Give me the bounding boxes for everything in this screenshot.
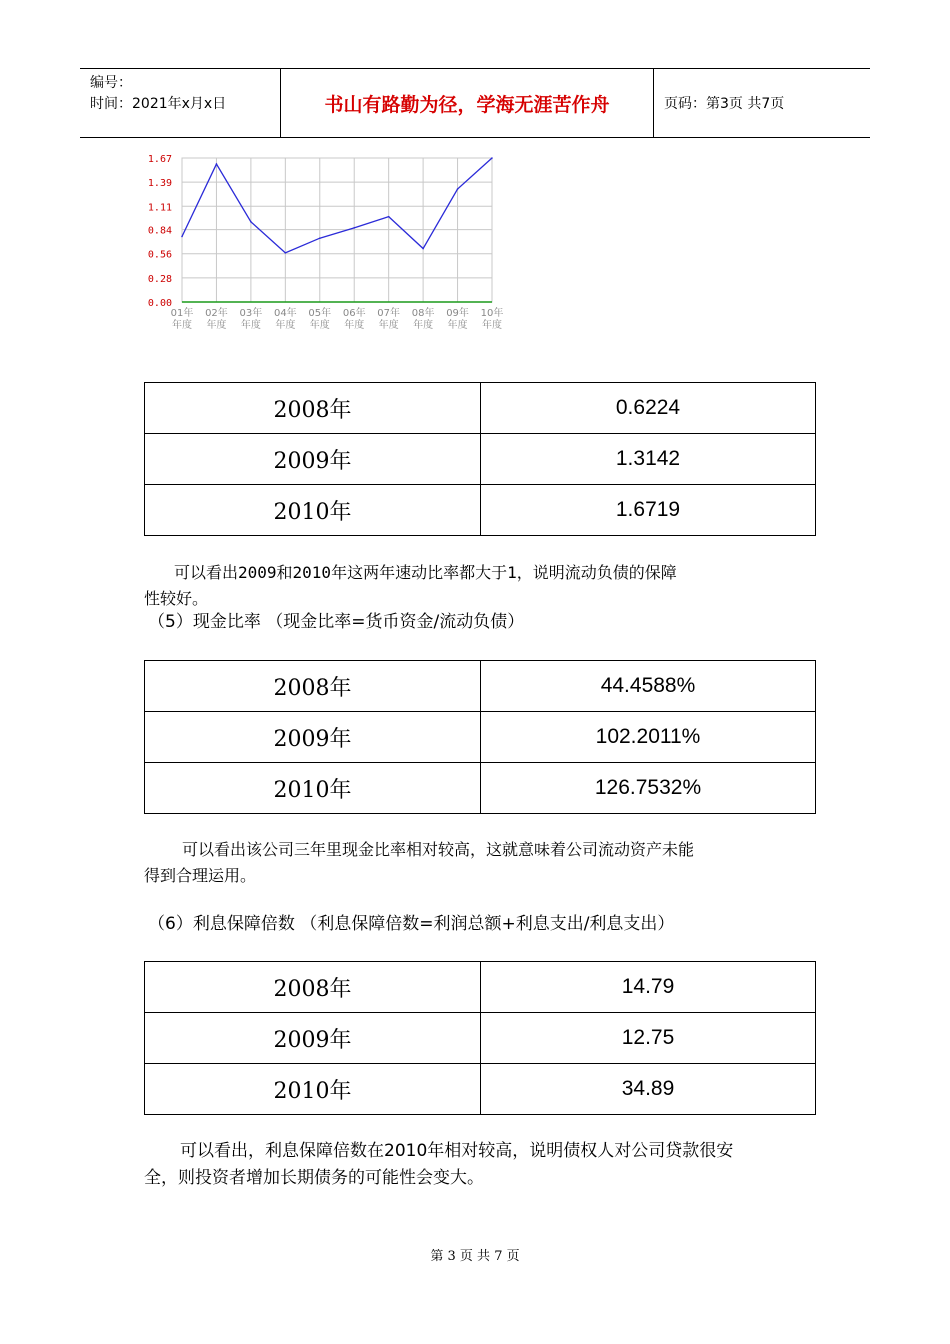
paragraph-quick-ratio — [144, 560, 816, 612]
x-tick-label: 年度 — [309, 320, 330, 331]
value-cell: 1.6719 — [481, 485, 816, 536]
year-cell: 2009年 — [145, 1013, 481, 1064]
data-point — [216, 163, 218, 165]
value-cell: 102.2011% — [481, 712, 816, 763]
data-point — [388, 216, 390, 218]
paragraph-line: 得到合理运用。 — [144, 866, 257, 885]
table-row — [145, 712, 816, 763]
table-row — [145, 485, 816, 536]
value-cell: 44.4588% — [481, 661, 816, 712]
y-tick-label: 0.00 — [147, 298, 172, 309]
value-cell: 1.3142 — [481, 434, 816, 485]
x-tick-label: 年度 — [206, 320, 227, 331]
line-chart-svg — [140, 150, 504, 340]
y-tick-label: 0.84 — [147, 225, 172, 237]
x-tick-label: 年度 — [482, 320, 502, 331]
year-cell: 2008年 — [145, 962, 481, 1013]
year-cell: 2009年 — [145, 712, 481, 763]
x-tick-label: 04年 — [273, 308, 297, 319]
paragraph-cash-ratio — [144, 837, 816, 889]
header-time-label: 时间：2021年x月x日 — [90, 96, 227, 112]
table-row — [145, 1013, 816, 1064]
data-point — [285, 252, 287, 254]
value-cell: 14.79 — [481, 962, 816, 1013]
table-row — [145, 962, 816, 1013]
year-cell: 2008年 — [145, 661, 481, 712]
value-cell: 0.6224 — [481, 383, 816, 434]
x-tick-label: 08年 — [411, 308, 435, 319]
x-tick-label: 01年 — [170, 308, 194, 319]
data-point — [491, 157, 493, 159]
value-cell: 34.89 — [481, 1064, 816, 1115]
header-motto: 书山有路勤为径，学海无涯苦作舟 — [281, 69, 654, 137]
table-row — [145, 434, 816, 485]
data-point — [457, 188, 459, 190]
x-tick-label: 年度 — [275, 320, 296, 331]
y-tick-label: 0.56 — [147, 249, 172, 261]
paragraph-interest-coverage — [144, 1138, 816, 1192]
data-point — [319, 237, 321, 239]
x-tick-label: 09年 — [446, 308, 469, 319]
heading-interest-coverage: （6）利息保障倍数 （利息保障倍数=利润总额+利息支出/利息支出） — [148, 914, 675, 934]
x-tick-label: 03年 — [239, 308, 263, 319]
year-cell: 2010年 — [145, 485, 481, 536]
data-point — [353, 227, 355, 229]
year-cell: 2010年 — [145, 763, 481, 814]
paragraph-line: 可以看出该公司三年里现金比率相对较高，这就意味着公司流动资产未能 — [182, 840, 695, 859]
paragraph-line: 全，则投资者增加长期债务的可能性会变大。 — [144, 1168, 484, 1188]
data-point — [181, 236, 183, 238]
x-tick-label: 02年 — [205, 308, 228, 319]
x-tick-label: 05年 — [308, 308, 332, 319]
y-tick-label: 1.11 — [147, 202, 172, 214]
value-cell: 126.7532% — [481, 763, 816, 814]
x-tick-label: 年度 — [240, 320, 261, 331]
y-tick-label: 1.67 — [147, 154, 172, 165]
quick-ratio-chart — [140, 150, 504, 340]
x-tick-label: 10年 — [480, 308, 504, 319]
paragraph-line: 性较好。 — [144, 589, 209, 608]
value-cell: 12.75 — [481, 1013, 816, 1064]
page-footer: 第 3 页 共 7 页 — [430, 1249, 520, 1264]
data-point — [422, 248, 424, 250]
x-tick-label: 年度 — [413, 320, 434, 331]
year-cell: 2008年 — [145, 383, 481, 434]
table-row — [145, 763, 816, 814]
table-row — [145, 661, 816, 712]
x-tick-label: 年度 — [447, 320, 468, 331]
year-cell: 2009年 — [145, 434, 481, 485]
paragraph-line: 可以看出，利息保障倍数在2010年相对较高，说明债权人对公司贷款很安 — [180, 1141, 734, 1161]
x-tick-label: 06年 — [342, 308, 366, 319]
x-tick-label: 年度 — [378, 320, 399, 331]
header-page-info: 页码：第3页 共7页 — [664, 96, 785, 112]
year-cell: 2010年 — [145, 1064, 481, 1115]
x-tick-label: 年度 — [172, 320, 192, 331]
x-tick-label: 年度 — [344, 320, 365, 331]
heading-cash-ratio: （5）现金比率 （现金比率=货币资金/流动负债） — [148, 612, 525, 632]
x-tick-label: 07年 — [377, 308, 401, 319]
paragraph-line: 可以看出2009和2010年这两年速动比率都大于1，说明流动负债的保障 — [174, 563, 677, 582]
page-header — [80, 68, 870, 138]
interest-coverage-table — [144, 961, 816, 1115]
quick-ratio-table — [144, 382, 816, 536]
y-tick-label: 0.28 — [147, 273, 172, 285]
table-row — [145, 383, 816, 434]
cash-ratio-table — [144, 660, 816, 814]
table-row — [145, 1064, 816, 1115]
header-number-label: 编号： — [90, 75, 132, 91]
data-point — [250, 221, 252, 223]
y-tick-label: 1.39 — [147, 178, 172, 190]
header-meta — [80, 69, 281, 137]
